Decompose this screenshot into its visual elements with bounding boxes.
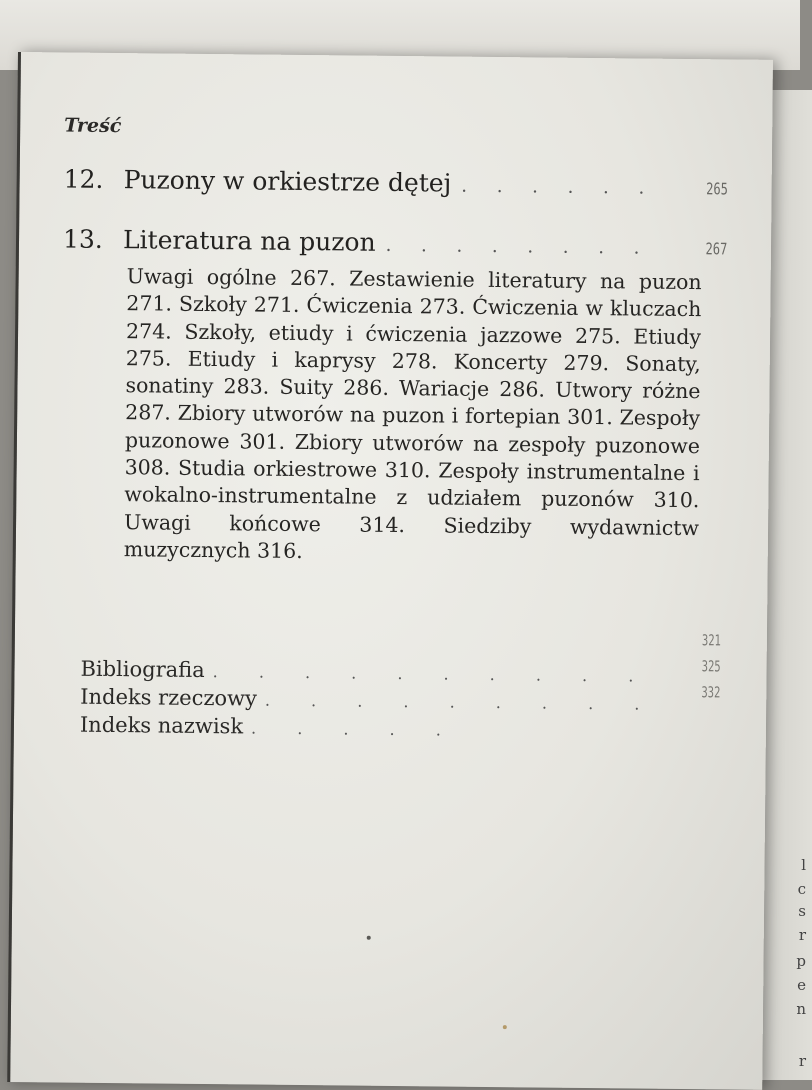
chapter-13-subsections: Uwagi ogólne 267. Zestawienie literatury na puzon 271. Szkoły 271. Ćwiczenia 273. Ćwiczenia w kluczach 274. Szkoły, etiudy i ćwiczenia jazzowe 275. Etiudy 275. Etiudy i kaprysy 278. Koncerty 279. Sonaty, sonatiny 283. Suity 286. Wariacje 286. Utwory różne 287. Zbiory utworów na puzon i fortepian 301. Zespoły puzonowe 301. Zbiory utworów na zespoły puzonowe 308. Studia orkiestrowe 310. Zespoły instrumentalne i wokalno-instrumentalne z udziałem puzonów 310. Uwagi końcowe 314. Siedziby wydawnictw muzycznych 316.: [123, 264, 702, 563]
book-page: [7, 52, 773, 1090]
leader-dots: . . . . .: [251, 718, 459, 740]
paper-speck: [367, 936, 371, 940]
chapter-page-number: 267: [705, 239, 728, 259]
chapter-title: Literatura na puzon: [122, 225, 376, 257]
page-heading: Treść: [64, 114, 122, 138]
edge-letter: p: [796, 952, 806, 970]
toc-entry-bibliography: [80, 657, 651, 687]
chapter-number: 13.: [62, 224, 103, 254]
toc-entry-chapter-12: [63, 164, 729, 205]
edge-letter: e: [797, 976, 806, 994]
toc-entry-subject-index: [80, 685, 657, 715]
paper-speck: [503, 1025, 507, 1029]
entry-title: Indeks rzeczowy: [80, 684, 258, 711]
toc-entry-chapter-13: [62, 224, 728, 265]
entry-title: Indeks nazwisk: [79, 712, 244, 739]
edge-letter: n: [796, 1000, 806, 1018]
edge-letter: c: [797, 880, 806, 898]
back-matter-page-number: 332: [701, 683, 721, 702]
edge-letter: r: [798, 1052, 806, 1070]
leader-dots: . . . . . . . . . .: [212, 662, 652, 686]
back-matter-page-number: 325: [701, 657, 721, 676]
leader-dots: . . . . . .: [461, 175, 657, 199]
edge-letter: l: [801, 856, 806, 874]
chapter-title: Puzony w orkiestrze dętej: [123, 165, 452, 198]
leader-dots: . . . . . . . . .: [264, 690, 658, 714]
back-matter-page-number: 321: [701, 631, 721, 650]
chapter-page-number: 265: [706, 179, 729, 199]
toc-entry-name-index: [80, 713, 459, 741]
chapter-number: 12.: [63, 164, 104, 194]
leader-dots: . . . . . . . .: [385, 234, 652, 259]
edge-letter: s: [798, 902, 806, 920]
edge-letter: r: [798, 926, 806, 944]
entry-title: Bibliografia: [80, 656, 205, 682]
